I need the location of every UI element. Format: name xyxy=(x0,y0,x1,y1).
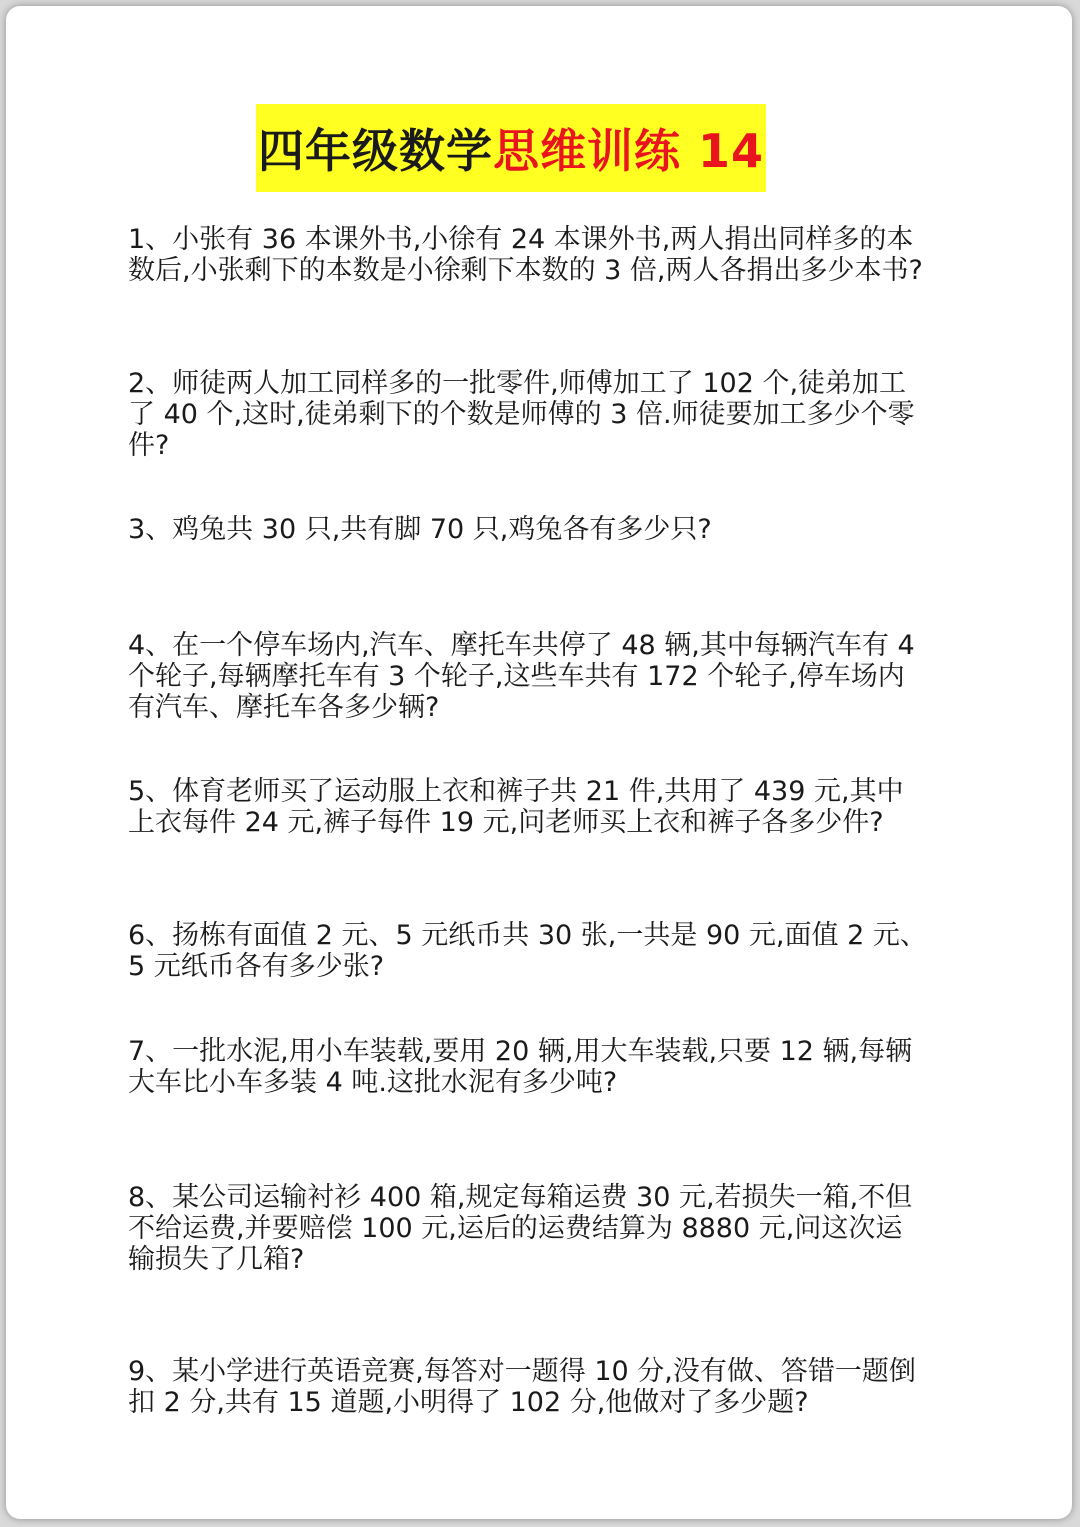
problem-8: 8、某公司运输衬衫 400 箱,规定每箱运费 30 元,若损失一箱,不但不给运费,并要赔偿 100 元,运后的运费结算为 8880 元,问这次运输损失了几箱? xyxy=(128,1182,913,1275)
title-banner xyxy=(256,104,766,192)
title-grade-subject: 四年级数学 xyxy=(257,124,493,178)
problem-4: 4、在一个停车场内,汽车、摩托车共停了 48 辆,其中每辆汽车有 4 个轮子,每辆摩托车有 3 个轮子,这些车共有 172 个轮子,停车场内有汽车、摩托车各多少辆? xyxy=(128,630,915,723)
problem-3: 3、鸡兔共 30 只,共有脚 70 只,鸡兔各有多少只? xyxy=(128,514,712,545)
title-training: 思维训练 14 xyxy=(492,124,765,178)
problem-1: 1、小张有 36 本课外书,小徐有 24 本课外书,两人捐出同样多的本数后,小张剩下的本数是小徐剩下本数的 3 倍,两人各捐出多少本书? xyxy=(128,224,923,286)
problem-2: 2、师徒两人加工同样多的一批零件,师傅加工了 102 个,徒弟加工了 40 个,这时,徒弟剩下的个数是师傅的 3 倍.师徒要加工多少个零件? xyxy=(128,368,915,461)
problem-6: 6、扬栋有面值 2 元、5 元纸币共 30 张,一共是 90 元,面值 2 元、5 元纸币各有多少张? xyxy=(128,920,927,982)
problem-5: 5、体育老师买了运动服上衣和裤子共 21 件,共用了 439 元,其中上衣每件 24 元,裤子每件 19 元,问老师买上衣和裤子各多少件? xyxy=(128,776,904,838)
problem-9: 9、某小学进行英语竞赛,每答对一题得 10 分,没有做、答错一题倒扣 2 分,共有 15 道题,小明得了 102 分,他做对了多少题? xyxy=(128,1356,916,1418)
problem-7: 7、一批水泥,用小车装载,要用 20 辆,用大车装载,只要 12 辆,每辆大车比小车多装 4 吨.这批水泥有多少吨? xyxy=(128,1036,913,1098)
worksheet-page xyxy=(6,6,1072,1519)
